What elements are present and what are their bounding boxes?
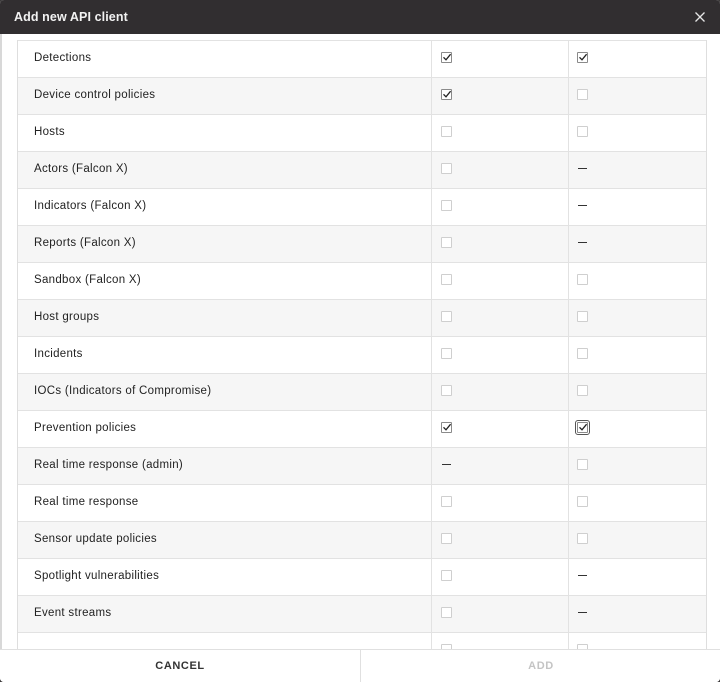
read-checkbox[interactable]: [441, 607, 452, 618]
column-divider: [568, 226, 569, 262]
not-applicable-dash: [578, 575, 587, 576]
read-checkbox[interactable]: [441, 385, 452, 396]
write-cell: [577, 348, 588, 359]
write-checkbox[interactable]: [577, 459, 588, 470]
column-divider: [431, 596, 432, 632]
dialog-footer: [0, 649, 720, 682]
table-row: [18, 40, 706, 77]
not-applicable-dash: [578, 168, 587, 169]
read-cell: [441, 89, 452, 100]
close-button[interactable]: [692, 9, 708, 25]
column-divider: [568, 374, 569, 410]
column-divider: [568, 596, 569, 632]
column-divider: [568, 337, 569, 373]
write-cell: [577, 311, 588, 322]
column-divider: [431, 115, 432, 151]
column-divider: [568, 522, 569, 558]
read-checkbox[interactable]: [441, 126, 452, 137]
read-checkbox[interactable]: [441, 348, 452, 359]
scope-name: Spotlight vulnerabilities: [34, 570, 160, 582]
checkmark-icon: [442, 89, 452, 99]
write-checkbox[interactable]: [577, 89, 588, 100]
table-row: [18, 77, 706, 114]
table-row: [18, 188, 706, 225]
read-cell: [441, 533, 452, 544]
scope-name: Prevention policies: [34, 422, 137, 434]
column-divider: [568, 633, 569, 649]
read-checkbox[interactable]: [441, 422, 452, 433]
table-row: [18, 336, 706, 373]
scope-name: Device control policies: [34, 89, 156, 101]
checkmark-icon: [442, 52, 452, 62]
not-applicable-dash: [442, 464, 451, 465]
table-row: [18, 558, 706, 595]
table-row: [18, 151, 706, 188]
column-divider: [431, 152, 432, 188]
write-cell: [577, 459, 588, 470]
table-row: [18, 521, 706, 558]
write-cell: [577, 496, 588, 507]
write-cell: [577, 126, 588, 137]
table-row: [18, 484, 706, 521]
column-divider: [568, 485, 569, 521]
read-checkbox[interactable]: [441, 570, 452, 581]
scope-name: IOCs (Indicators of Compromise): [34, 385, 212, 397]
column-divider: [568, 152, 569, 188]
column-divider: [431, 559, 432, 595]
write-checkbox[interactable]: [577, 348, 588, 359]
add-button[interactable]: ADD: [528, 660, 554, 672]
cancel-button[interactable]: CANCEL: [0, 650, 361, 682]
write-checkbox[interactable]: [577, 385, 588, 396]
column-divider: [568, 41, 569, 77]
scope-name: Reports (Falcon X): [34, 237, 136, 249]
write-checkbox[interactable]: [577, 422, 588, 433]
close-icon: [692, 9, 708, 25]
column-divider: [568, 189, 569, 225]
table-row: [18, 225, 706, 262]
api-scopes-table: [17, 40, 707, 649]
read-cell: [441, 311, 452, 322]
not-applicable-dash: [578, 612, 587, 613]
read-checkbox[interactable]: [441, 274, 452, 285]
column-divider: [431, 226, 432, 262]
write-checkbox[interactable]: [577, 126, 588, 137]
column-divider: [431, 448, 432, 484]
write-checkbox[interactable]: [577, 274, 588, 285]
write-cell: [577, 533, 588, 544]
table-row: [18, 262, 706, 299]
scope-name: Real time response: [34, 496, 139, 508]
read-checkbox[interactable]: [441, 496, 452, 507]
write-cell: [577, 422, 588, 433]
read-checkbox[interactable]: [441, 52, 452, 63]
column-divider: [568, 300, 569, 336]
scope-name: Actors (Falcon X): [34, 163, 128, 175]
column-divider: [431, 263, 432, 299]
read-cell: [441, 459, 451, 465]
table-row: [18, 410, 706, 447]
write-cell: [577, 52, 588, 63]
column-divider: [431, 633, 432, 649]
read-cell: [441, 422, 452, 433]
column-divider: [431, 522, 432, 558]
scope-name: Detections: [34, 52, 92, 64]
column-divider: [568, 115, 569, 151]
column-divider: [431, 189, 432, 225]
column-divider: [431, 41, 432, 77]
write-cell: [577, 385, 588, 396]
column-divider: [431, 337, 432, 373]
write-checkbox[interactable]: [577, 52, 588, 63]
write-cell: [577, 89, 588, 100]
column-divider: [568, 78, 569, 114]
read-cell: [441, 274, 452, 285]
dialog-header: [0, 0, 720, 34]
table-row: [18, 632, 706, 649]
scope-name: Incidents: [34, 348, 83, 360]
write-checkbox[interactable]: [577, 533, 588, 544]
column-divider: [431, 78, 432, 114]
column-divider: [568, 448, 569, 484]
read-cell: [441, 237, 452, 248]
column-divider: [431, 485, 432, 521]
read-cell: [441, 348, 452, 359]
read-cell: [441, 607, 452, 618]
read-checkbox[interactable]: [441, 200, 452, 211]
checkmark-icon: [578, 52, 588, 62]
write-cell: [577, 163, 587, 169]
read-checkbox[interactable]: [441, 311, 452, 322]
write-cell: [577, 570, 587, 576]
dialog-body[interactable]: [0, 34, 720, 649]
table-row: [18, 299, 706, 336]
read-checkbox[interactable]: [441, 237, 452, 248]
scroll-edge: [0, 34, 2, 649]
scope-name: Host groups: [34, 311, 100, 323]
table-row: [18, 114, 706, 151]
write-cell: [577, 274, 588, 285]
read-cell: [441, 200, 452, 211]
write-cell: [577, 237, 587, 243]
table-row: [18, 447, 706, 484]
scope-name: Sandbox (Falcon X): [34, 274, 142, 286]
write-checkbox[interactable]: [577, 311, 588, 322]
read-cell: [441, 570, 452, 581]
scope-name: Real time response (admin): [34, 459, 184, 471]
not-applicable-dash: [578, 242, 587, 243]
scope-name: Event streams: [34, 607, 112, 619]
table-row: [18, 373, 706, 410]
checkmark-icon: [578, 422, 588, 432]
read-cell: [441, 52, 452, 63]
column-divider: [568, 411, 569, 447]
read-checkbox[interactable]: [441, 89, 452, 100]
read-cell: [441, 126, 452, 137]
column-divider: [431, 300, 432, 336]
column-divider: [568, 263, 569, 299]
write-checkbox[interactable]: [577, 496, 588, 507]
write-cell: [577, 200, 587, 206]
scope-name: Indicators (Falcon X): [34, 200, 147, 212]
read-cell: [441, 496, 452, 507]
column-divider: [431, 374, 432, 410]
column-divider: [568, 559, 569, 595]
read-checkbox[interactable]: [441, 533, 452, 544]
scope-name: Hosts: [34, 126, 65, 138]
read-checkbox[interactable]: [441, 163, 452, 174]
read-cell: [441, 163, 452, 174]
scope-name: Sensor update policies: [34, 533, 157, 545]
not-applicable-dash: [578, 205, 587, 206]
write-cell: [577, 607, 587, 613]
checkmark-icon: [442, 422, 452, 432]
dialog-title: Add new API client: [14, 10, 128, 24]
column-divider: [431, 411, 432, 447]
table-row: [18, 595, 706, 632]
read-cell: [441, 385, 452, 396]
